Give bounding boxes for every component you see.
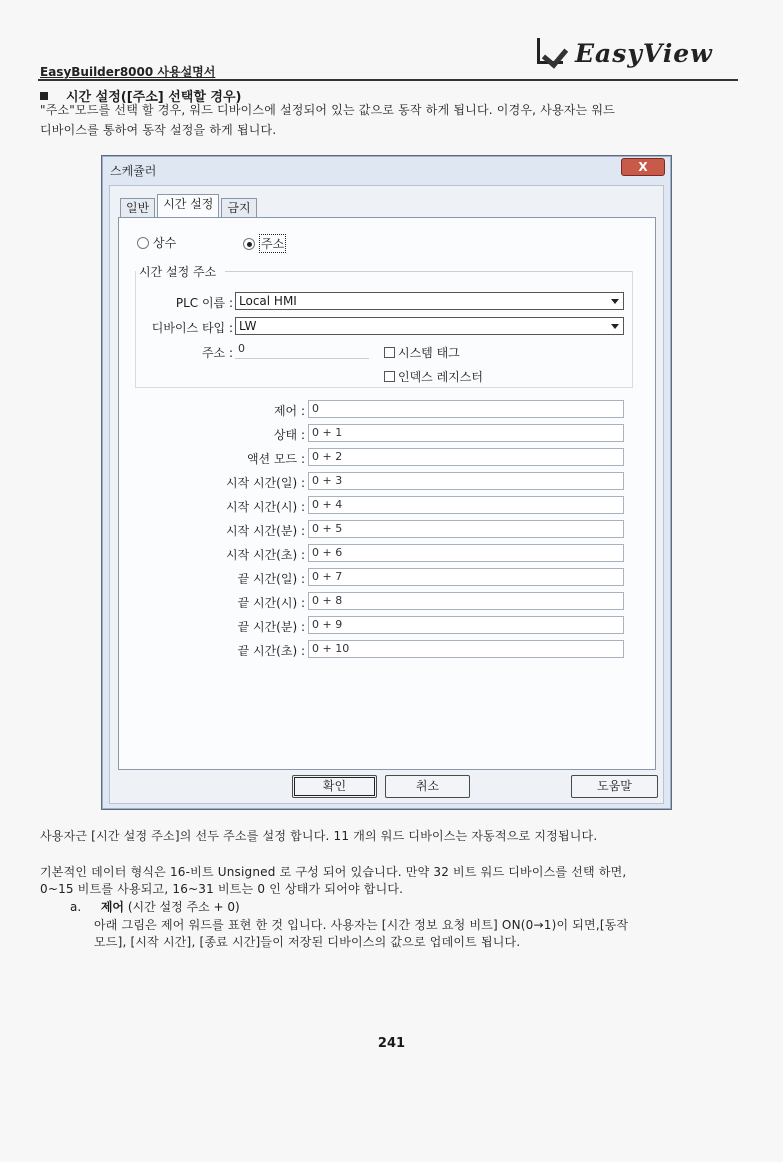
body-paragraph-2-line-1: 기본적인 데이터 형식은 16-비트 Unsigned 로 구성 되어 있습니다. 만약 32 비트 워드 디바이스를 선택 하면, <box>40 865 627 879</box>
plc-name-select[interactable] <box>235 292 624 310</box>
scheduler-dialog <box>101 155 672 810</box>
tab-general[interactable]: 일반 <box>120 198 155 217</box>
register-label: 상태 : <box>273 428 305 442</box>
tab-strip <box>120 194 259 217</box>
index-register-checkbox[interactable] <box>384 368 483 385</box>
body-paragraph-2-line-2: 0~15 비트를 사용되고, 16~31 비트는 0 인 상태가 되어야 합니다. <box>40 882 404 896</box>
tab-time-settings[interactable]: 시간 설정 <box>157 194 219 217</box>
register-address-field: 0 + 10 <box>308 640 624 658</box>
item-a-suffix: (시간 설정 주소 + 0) <box>127 900 240 914</box>
register-label: 시작 시간(시) : <box>226 500 305 514</box>
register-label: 시작 시간(초) : <box>226 548 305 562</box>
address-group-title: 시간 설정 주소 <box>139 265 217 279</box>
register-label: 시작 시간(분) : <box>226 524 305 538</box>
radio-address-label: 주소 <box>259 234 286 253</box>
radio-dot-icon <box>137 237 149 249</box>
register-address-field: 0 + 4 <box>308 496 624 514</box>
page-number: 241 <box>377 1036 406 1051</box>
checkbox-icon <box>384 347 395 358</box>
radio-dot-selected-icon <box>243 238 255 250</box>
dialog-body <box>109 185 664 804</box>
radio-address[interactable] <box>243 234 286 253</box>
easyview-logo <box>535 36 713 70</box>
address-label: 주소 : <box>201 346 233 360</box>
register-address-field: 0 + 5 <box>308 520 624 538</box>
register-address-field: 0 + 8 <box>308 592 624 610</box>
register-label: 끝 시간(시) : <box>237 596 305 610</box>
plc-name-label: PLC 이름 : <box>175 296 233 310</box>
system-tag-checkbox[interactable] <box>384 344 460 361</box>
item-a-title: 제어 <box>100 900 125 914</box>
register-label: 제어 : <box>273 404 305 418</box>
tab-prohibit[interactable]: 금지 <box>221 198 256 217</box>
logo-check-icon <box>535 36 573 70</box>
chevron-down-icon <box>611 299 619 304</box>
register-address-field: 0 + 7 <box>308 568 624 586</box>
address-input[interactable]: 0 <box>235 341 369 359</box>
register-address-field: 0 + 9 <box>308 616 624 634</box>
intro-line-2: 디바이스를 통하여 동작 설정을 하게 됩니다. <box>40 123 277 137</box>
help-button[interactable]: 도움말 <box>571 775 658 798</box>
intro-line-1: "주소"모드를 선택 할 경우, 워드 디바이스에 설정되어 있는 값으로 동작 하게 됩니다. 이경우, 사용자는 워드 <box>40 103 615 117</box>
dialog-title: 스케쥴러 <box>110 164 157 178</box>
register-address-field: 0 + 1 <box>308 424 624 442</box>
checkbox-icon <box>384 371 395 382</box>
section-title-text: 시간 설정([주소] 선택할 경우) <box>66 90 242 105</box>
logo-text: EasyView <box>575 38 713 68</box>
device-type-label: 디바이스 타입 : <box>151 321 233 335</box>
system-tag-label: 시스템 태그 <box>398 346 460 360</box>
close-button[interactable]: X <box>621 158 665 176</box>
register-label: 액션 모드 : <box>246 452 305 466</box>
register-label: 끝 시간(분) : <box>237 620 305 634</box>
ok-button[interactable]: 확인 <box>292 775 377 798</box>
register-address-field: 0 + 3 <box>308 472 624 490</box>
item-a-line-1: 아래 그림은 제어 워드를 표현 한 것 입니다. 사용자는 [시간 정보 요청 비트] ON(0→1)이 되면,[동작 <box>94 918 629 932</box>
radio-constant[interactable] <box>137 234 176 251</box>
index-register-label: 인덱스 레지스터 <box>398 370 483 384</box>
radio-constant-label: 상수 <box>153 236 177 250</box>
register-address-field: 0 + 2 <box>308 448 624 466</box>
register-label: 끝 시간(일) : <box>237 572 305 586</box>
body-paragraph-1: 사용자근 [시간 설정 주소]의 선두 주소를 설정 합니다. 11 개의 워드 디바이스는 자동적으로 지정됩니다. <box>40 829 598 843</box>
chevron-down-icon <box>611 324 619 329</box>
time-settings-panel <box>118 217 656 770</box>
item-a-marker: a. <box>70 900 82 914</box>
plc-name-value: Local HMI <box>239 294 297 308</box>
device-type-value: LW <box>239 319 257 333</box>
register-address-field: 0 + 6 <box>308 544 624 562</box>
register-label: 끝 시간(초) : <box>237 644 305 658</box>
device-type-select[interactable] <box>235 317 624 335</box>
register-label: 시작 시간(일) : <box>226 476 305 490</box>
header-rule <box>38 79 738 81</box>
manual-title: EasyBuilder8000 사용설명서 <box>40 65 216 79</box>
square-bullet-icon <box>40 92 48 100</box>
item-a-line-2: 모드], [시작 시간], [종료 시간]들이 저장된 디바이스의 값으로 업데이트 됩니다. <box>94 935 521 949</box>
item-a-heading <box>70 898 240 915</box>
register-address-field: 0 <box>308 400 624 418</box>
cancel-button[interactable]: 취소 <box>385 775 470 798</box>
